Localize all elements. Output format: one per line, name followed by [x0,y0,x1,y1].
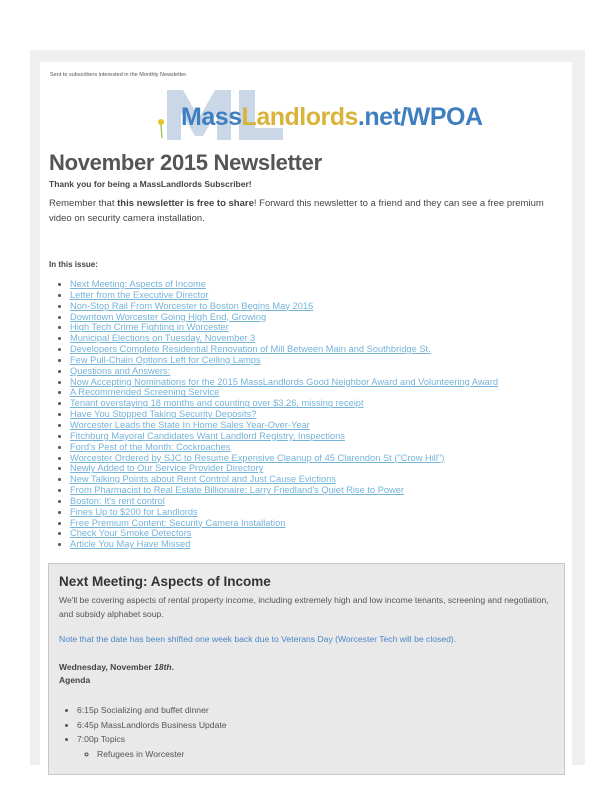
toc-link[interactable]: Questions and Answers: [70,365,171,376]
meeting-date [59,661,174,687]
meeting-note: Note that the date has been shifted one week back due to Veterans Day (Worcester Tech will be closed). [59,634,457,644]
agenda-list [63,703,227,761]
toc-link[interactable]: Non-Stop Rail From Worcester to Boston Begins May 2016 [70,300,314,311]
agenda-item: • 6:15p Socializing and buffet dinner [77,703,227,718]
toc-link[interactable]: Now Accepting Nominations for the 2015 MassLandlords Good Neighbor Award and Volunteering Award [70,376,499,387]
toc-item [70,463,498,474]
toc-item [70,409,498,420]
logo-part-landlords: Landlords [241,103,358,131]
toc-link[interactable]: From Pharmacist to Real Estate Billionaire: Larry Friedland's Quiet Rise to Power [70,485,405,496]
logo-part-domain: .net/WPOA [357,103,483,131]
toc-item [70,355,498,366]
toc-link[interactable]: Next Meeting: Aspects of Income [70,279,206,289]
toc-item [70,290,498,301]
toc-item [70,398,498,409]
toc-link[interactable]: Developers Complete Residential Renovation of Mill Between Main and Southbridge St. [70,344,431,355]
toc-item [70,344,498,355]
toc-link[interactable]: Few Pull-Chain Options Left for Ceiling Lamps [70,354,261,365]
agenda-label: Agenda [59,675,91,685]
toc-item [70,333,498,344]
share-bold: this newsletter is free to share [117,198,254,209]
sent-note: Sent to subscribers interested in the Monthly Newsletter. [50,72,188,78]
date-post: . [171,662,174,672]
meeting-description: We'll be covering aspects of rental property income, including extremely high and low income tenants, screening and negotiation, and subsidy alphabet soup. [59,595,549,619]
toc-link[interactable]: Downtown Worcester Going High End, Growing [70,311,267,322]
toc-item [70,496,498,507]
toc-link[interactable]: High Tech Crime Fighting in Worcester [70,322,229,333]
toc-link[interactable]: Municipal Elections on Tuesday, November 3 [70,333,256,344]
toc-item [70,301,498,312]
toc-link[interactable]: A Recommended Screening Service [70,387,220,398]
share-text [49,196,549,226]
logo-text [181,102,483,132]
agenda-item-label: 7:00p Topics [77,734,126,744]
toc-item [70,528,498,539]
toc-item [70,453,498,464]
toc-link[interactable]: Boston: It's rent control [70,495,165,506]
topic-item: ◦ Refugees in Worcester [97,747,227,762]
masslandlords-logo[interactable] [155,88,483,142]
flower-icon [158,119,164,125]
toc-link[interactable]: Have You Stopped Taking Security Deposits? [70,409,257,420]
toc-link[interactable]: Worcester Ordered by SJC to Resume Expensive Cleanup of 45 Clarendon St ("Crow Hill") [70,452,445,463]
toc-link[interactable]: Ford's Pest of the Month: Cockroaches [70,441,231,452]
toc-item [70,507,498,518]
toc-link[interactable]: Fitchburg Mayoral Candidates Want Landlord Registry, Inspections [70,430,345,441]
thanks-text: Thank you for being a MassLandlords Subscriber! [49,179,252,189]
toc-item [70,366,498,377]
toc-link[interactable]: Free Premium Content: Security Camera Installation [70,517,286,528]
page-title: November 2015 Newsletter [49,150,322,175]
toc-link[interactable]: Tenant overstaying 18 months and counting over $3.26, missing receipt [70,398,364,409]
date-pre: Wednesday, November [59,662,155,672]
toc-item [70,474,498,485]
agenda-item [77,732,227,761]
meeting-title: Next Meeting: Aspects of Income [59,574,271,589]
toc-item [70,442,498,453]
toc-link[interactable]: New Talking Points about Rent Control and Just Cause Evictions [70,474,336,485]
toc-link[interactable]: Article You May Have Missed [70,539,191,550]
toc-item [70,387,498,398]
toc-link[interactable]: Worcester Leads the State In Home Sales Year-Over-Year [70,419,310,430]
logo-part-mass: Mass [181,103,242,131]
toc-item [70,322,498,333]
toc-item [70,431,498,442]
in-this-issue-heading: In this issue: [49,260,98,269]
toc-item [70,420,498,431]
toc-link[interactable]: Letter from the Executive Director [70,289,209,300]
table-of-contents [60,279,498,550]
date-day: 18th [154,662,172,672]
next-meeting-section [48,563,565,775]
toc-link[interactable]: Check Your Smoke Detectors [70,528,192,539]
share-pre: Remember that [49,198,118,209]
toc-item [70,485,498,496]
toc-link[interactable]: Newly Added to Our Service Provider Directory [70,463,264,474]
toc-item [70,312,498,323]
share-post: ! Forward this newsletter to a friend and they can see a free premium video on security camera installation. [49,198,544,224]
toc-link[interactable]: Fines Up to $200 for Landlords [70,506,198,517]
toc-item [70,518,498,529]
toc-item [70,539,498,550]
topics-list [77,747,227,762]
agenda-item: • 6:45p MassLandlords Business Update [77,718,227,733]
toc-item [70,279,498,290]
toc-item [70,377,498,388]
